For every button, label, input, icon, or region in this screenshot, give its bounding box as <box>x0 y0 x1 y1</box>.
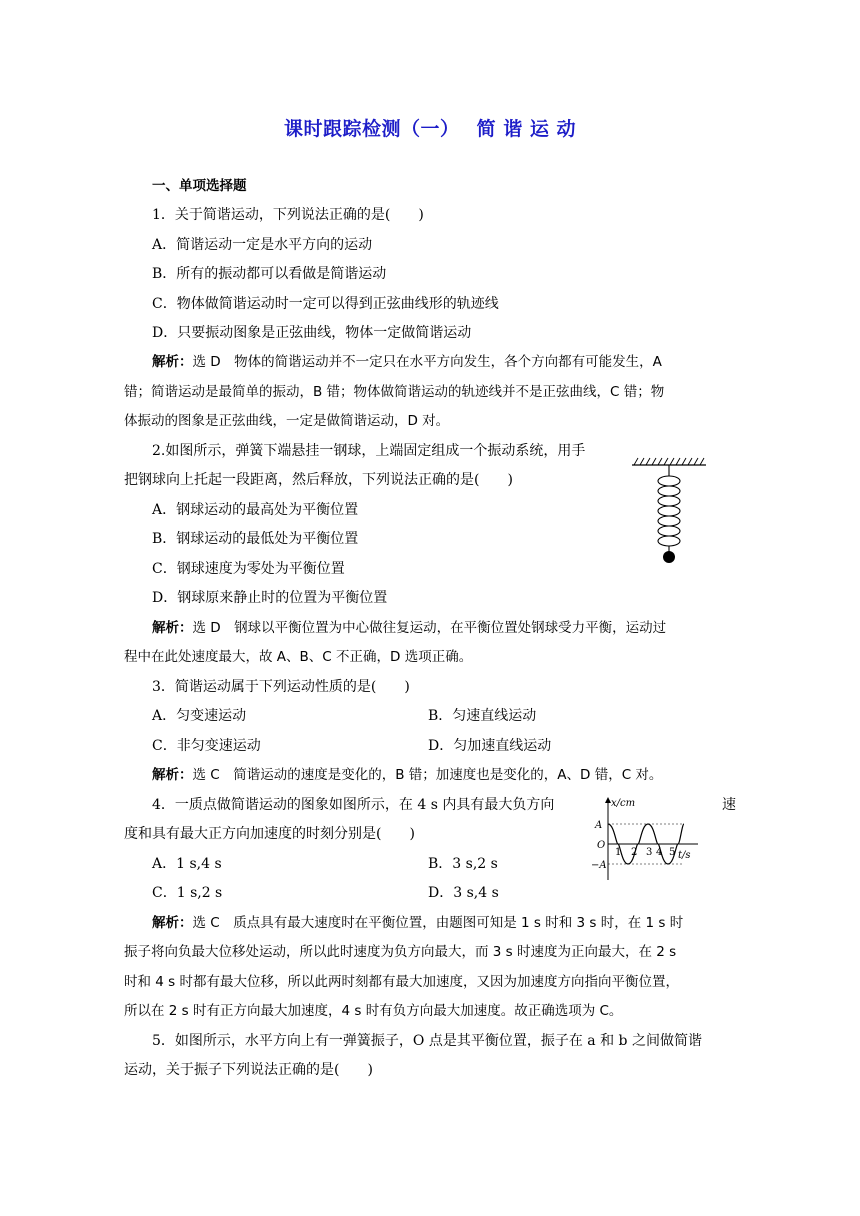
q4-stem-line-1-end: 速 <box>722 797 736 813</box>
page-title: 课时跟踪检测（一） 简 谐 运 动 <box>284 118 576 140</box>
spring-figure <box>628 456 712 568</box>
q2-option-d: D．钢球原来静止时的位置为平衡位置 <box>152 590 388 606</box>
q3-stem: 3．简谐运动属于下列运动性质的是( ) <box>152 679 410 695</box>
q3-option-b: B．匀速直线运动 <box>428 708 537 724</box>
x-axis-label: t/s <box>678 850 691 861</box>
q1-solution-text: 选 D 物体的简谐运动并不一定只在水平方向发生，各个方向都有可能发生，A <box>192 354 662 370</box>
q2-solution-line-2: 程中在此处速度最大，故 A、B、C 不正确，D 选项正确。 <box>124 649 473 665</box>
x-tick-5: 5 <box>669 847 676 858</box>
solution-label: 解析： <box>152 915 193 931</box>
q4-option-d: D．3 s,4 s <box>428 885 499 901</box>
q4-stem-line-1: 4．一质点做简谐运动的图象如图所示，在 4 s 内具有最大负方向 <box>152 797 555 813</box>
q4-solution-text: 选 C 质点具有最大速度时在平衡位置，由题图可知是 1 s 时和 3 s 时，在 1 s 时 <box>192 915 684 931</box>
q2-option-c: C．钢球速度为零处为平衡位置 <box>152 561 345 577</box>
q4-solution-line-2: 振子将向负最大位移处运动，所以此时速度为负方向最大，而 3 s 时速度为正向最大，在 2 s <box>124 944 677 960</box>
q3-solution-line-1 <box>152 766 662 784</box>
q4-stem-line-2: 度和具有最大正方向加速度的时刻分别是( ) <box>124 826 415 842</box>
q3-option-c: C．非匀变速运动 <box>152 738 261 754</box>
solution-label: 解析： <box>152 620 193 636</box>
solution-label: 解析： <box>152 767 193 783</box>
q2-solution-text: 选 D 钢球以平衡位置为中心做往复运动，在平衡位置处钢球受力平衡，运动过 <box>192 620 667 636</box>
q3-solution-text: 选 C 简谐运动的速度是变化的，B 错；加速度也是变化的，A、D 错，C 对。 <box>192 767 663 783</box>
y-tick-pos: A <box>595 820 603 831</box>
steel-ball <box>663 551 675 563</box>
x-tick-1: 1 <box>615 847 622 858</box>
q2-stem-line-1: 2.如图所示，弹簧下端悬挂一钢球，上端固定组成一个振动系统，用手 <box>152 443 586 459</box>
q5-stem-line-2: 运动，关于振子下列说法正确的是( ) <box>124 1062 373 1078</box>
q1-option-c: C．物体做简谐运动时一定可以得到正弦曲线形的轨迹线 <box>152 296 499 312</box>
x-tick-2: 2 <box>631 847 638 858</box>
displacement-time-graph <box>586 794 716 884</box>
solution-label: 解析： <box>152 354 193 370</box>
q3-option-d: D．匀加速直线运动 <box>428 738 552 754</box>
q2-option-a: A．钢球运动的最高处为平衡位置 <box>152 502 359 518</box>
x-tick-4: 4 <box>656 847 663 858</box>
q4-option-a: A．1 s,4 s <box>152 856 222 872</box>
q1-stem: 1．关于简谐运动，下列说法正确的是( ) <box>152 207 424 223</box>
section-heading: 一、单项选择题 <box>152 178 247 194</box>
q4-solution-line-4: 所以在 2 s 时有正方向最大加速度，4 s 时有负方向最大加速度。故正确选项为 C。 <box>124 1003 623 1019</box>
origin-label: O <box>597 840 606 851</box>
q2-option-b: B．钢球运动的最低处为平衡位置 <box>152 531 359 547</box>
q1-option-a: A．简谐运动一定是水平方向的运动 <box>152 237 373 253</box>
q1-option-d: D．只要振动图象是正弦曲线，物体一定做简谐运动 <box>152 325 472 341</box>
q4-option-b: B．3 s,2 s <box>428 856 498 872</box>
q2-solution-line-1 <box>152 619 666 637</box>
q1-solution-line-2: 错；简谐运动是最简单的振动，B 错；物体做简谐运动的轨迹线并不是正弦曲线，C 错；物 <box>124 384 665 400</box>
y-tick-neg: −A <box>591 860 607 871</box>
q2-stem-line-2: 把钢球向上托起一段距离，然后释放，下列说法正确的是( ) <box>124 472 513 488</box>
q1-solution-line-1 <box>152 353 662 371</box>
x-tick-3: 3 <box>646 847 653 858</box>
y-axis-label: x/cm <box>611 798 636 809</box>
q4-solution-line-1 <box>152 914 683 932</box>
q5-stem-line-1: 5．如图所示，水平方向上有一弹簧振子，O 点是其平衡位置，振子在 a 和 b 之间做简谐 <box>152 1033 702 1049</box>
q4-solution-line-3: 时和 4 s 时都有最大位移，所以此两时刻都有最大加速度，又因为加速度方向指向平衡位置， <box>124 974 679 990</box>
q3-option-a: A．匀变速运动 <box>152 708 247 724</box>
q4-option-c: C．1 s,2 s <box>152 885 223 901</box>
q1-option-b: B．所有的振动都可以看做是简谐运动 <box>152 266 387 282</box>
q1-solution-line-3: 体振动的图象是正弦曲线，一定是做简谐运动，D 对。 <box>124 413 450 429</box>
